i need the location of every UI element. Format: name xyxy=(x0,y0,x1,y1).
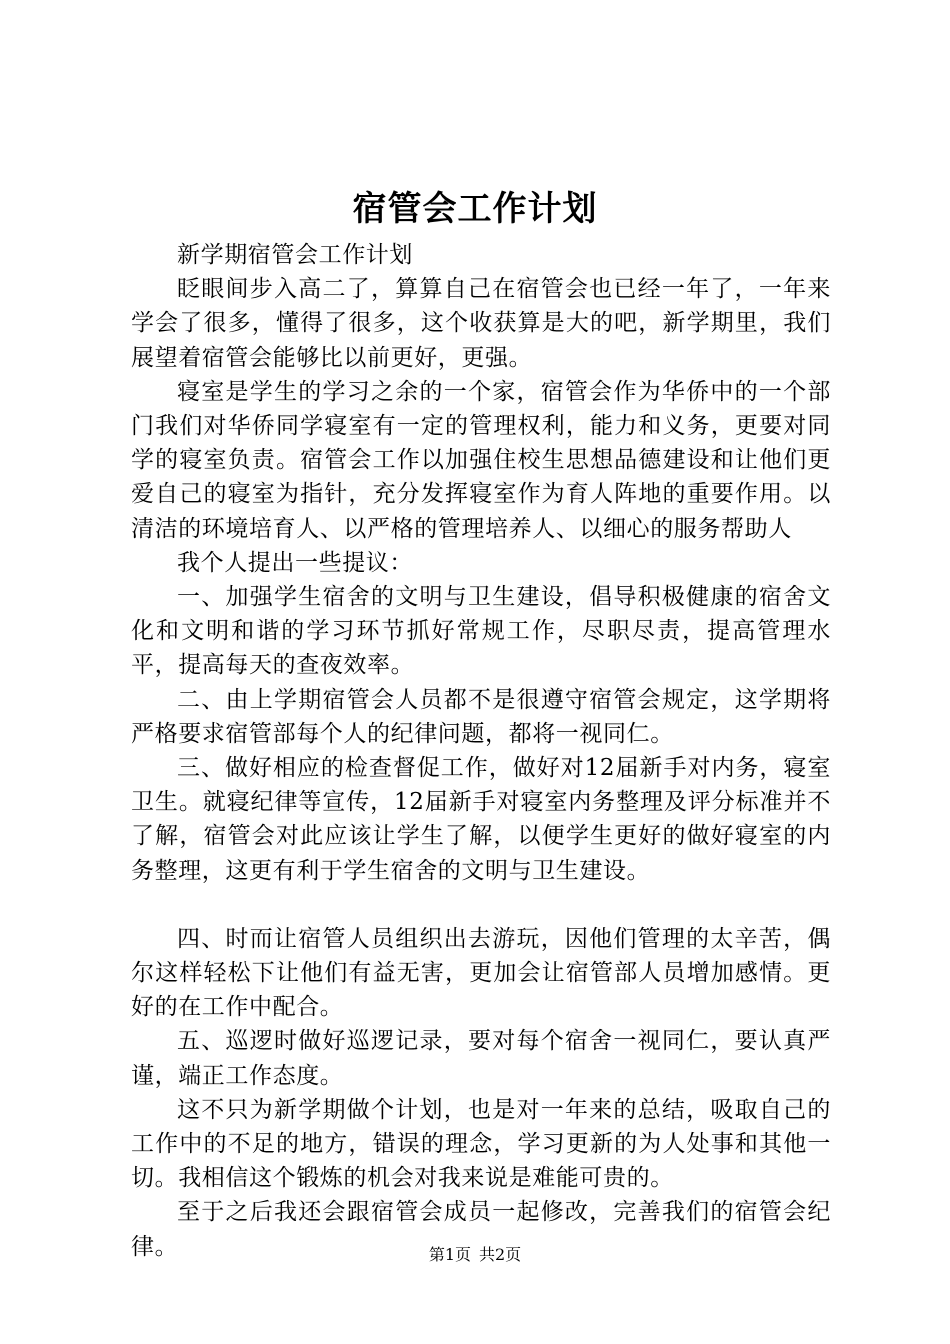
paragraph-dorm-role: 寝室是学生的学习之余的一个家，宿管会作为华侨中的一个部门我们对华侨同学寝室有一定的管理权利，能力和义务，更要对同学的寝室负责。宿管会工作以加强住校生思想品德建设和让他们更爱自己的寝室为指针，充分发挥寝室作为育人阵地的重要作用。以清洁的环境培育人、以严格的管理培养人、以细心的服务帮助人 xyxy=(131,378,831,542)
paragraph-closing: 至于之后我还会跟宿管会成员一起修改，完善我们的宿管会纪律。 xyxy=(131,1199,831,1260)
page-count: 共2页 xyxy=(479,1245,522,1264)
paragraph-item-2: 二、由上学期宿管会人员都不是很遵守宿管会规定，这学期将严格要求宿管部每个人的纪律问题，都将一视同仁。 xyxy=(131,686,831,747)
paragraph-item-4: 四、时而让宿管人员组织出去游玩，因他们管理的太辛苦，偶尔这样轻松下让他们有益无害，更加会让宿管部人员增加感情。更好的在工作中配合。 xyxy=(131,925,831,1021)
paragraph-intro: 眨眼间步入高二了，算算自己在宿管会也已经一年了，一年来学会了很多，懂得了很多，这个收获算是大的吧，新学期里，我们展望着宿管会能够比以前更好，更强。 xyxy=(131,276,831,371)
page-number: 第1页 xyxy=(428,1245,471,1264)
paragraph-subtitle: 新学期宿管会工作计划 xyxy=(177,242,413,268)
paragraph-item-1: 一、加强学生宿舍的文明与卫生建设，倡导积极健康的宿舍文化和文明和谐的学习环节抓好常规工作，尽职尽责，提高管理水平，提高每天的查夜效率。 xyxy=(131,584,831,679)
paragraph-summary: 这不只为新学期做个计划，也是对一年来的总结，吸取自己的工作中的不足的地方，错误的理念，学习更新的为人处事和其他一切。我相信这个锻炼的机会对我来说是难能可贵的。 xyxy=(131,1096,831,1192)
paragraph-suggestions-lead: 我个人提出一些提议： xyxy=(177,549,413,576)
paragraph-item-5: 五、巡逻时做好巡逻记录，要对每个宿舍一视同仁，要认真严谨，端正工作态度。 xyxy=(131,1028,831,1089)
document-body xyxy=(131,238,831,1264)
document-title: 宿管会工作计划 xyxy=(352,189,598,229)
paragraph-item-3: 三、做好相应的检查督促工作，做好对12届新手对内务，寝室卫生。就寝纪律等宣传，12届新手对寝室内务整理及评分标准并不了解，宿管会对此应该让学生了解，以便学生更好的做好寝室的内务整理，这更有利于学生宿舍的文明与卫生建设。 xyxy=(131,755,831,884)
page-footer xyxy=(0,1244,950,1266)
